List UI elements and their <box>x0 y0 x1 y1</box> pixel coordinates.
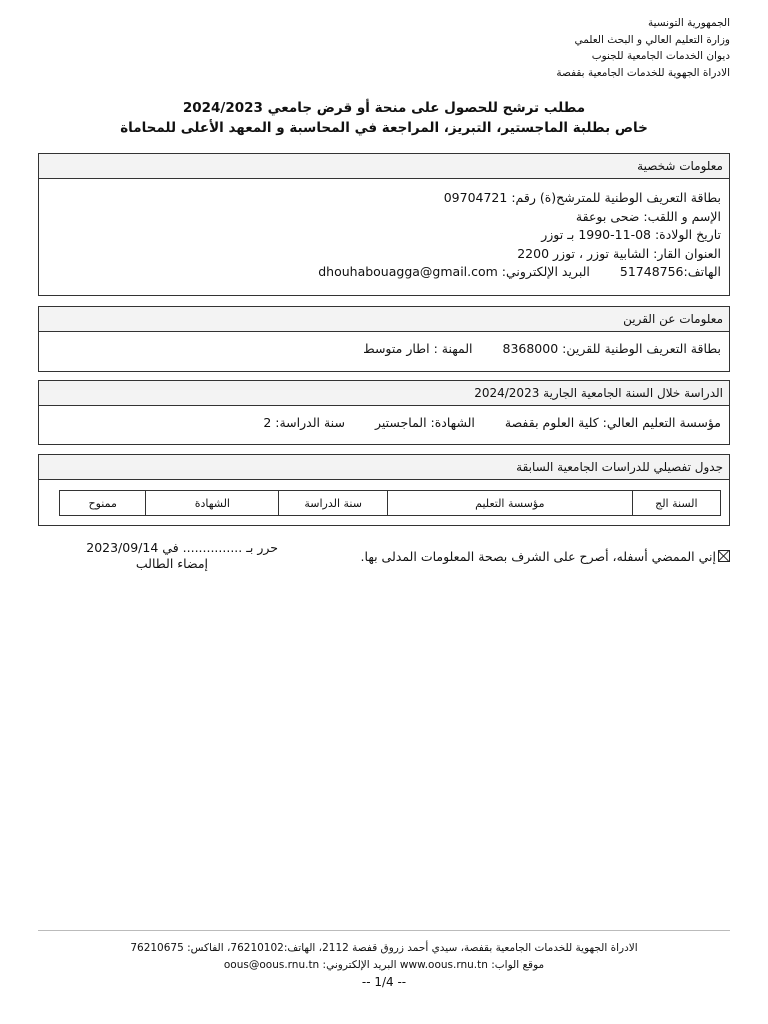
page-number: -- 1/4 -- <box>361 975 407 989</box>
col-institution: مؤسسة التعليم <box>387 491 632 516</box>
study-institution: مؤسسة التعليم العالي: كلية العلوم بقفصة <box>504 415 721 430</box>
study-history-table <box>59 490 721 516</box>
candidate-address-line: العنوان القار: الشابية توزر ، توزر 2200 <box>517 245 721 261</box>
table-header-row <box>60 491 721 516</box>
current-study-section <box>38 380 730 445</box>
document-subtitle: خاص بطلبة الماجستير، التبريز، المراجعة في المحاسبة و المعهد الأعلى للمحاماة <box>120 120 648 136</box>
col-granted: ممنوح <box>60 491 146 516</box>
personal-info-body <box>39 179 729 286</box>
spouse-job: المهنة : اطار متوسط <box>363 341 473 356</box>
study-year: سنة الدراسة: 2 <box>263 415 345 430</box>
written-at-label: حرر بـ ............... في <box>162 540 278 555</box>
candidate-id-line: بطاقة التعريف الوطنية للمترشح(ة) رقم: 09704721 <box>443 190 721 205</box>
document-title-block <box>38 98 730 138</box>
study-history-section <box>38 454 730 526</box>
signature-block <box>58 540 278 572</box>
spouse-info-body <box>39 332 729 363</box>
letterhead <box>330 15 730 81</box>
spouse-id: بطاقة التعريف الوطنية للقرين: 8368000 <box>502 341 721 356</box>
footer-web: موقع الواب: www.oous.rnu.tn البريد الإلكتروني: oous@oous.rnu.tn <box>223 959 545 971</box>
personal-info-heading: معلومات شخصية <box>39 154 729 179</box>
signature-date: 2023/09/14 <box>86 540 159 555</box>
letterhead-ministry: وزارة التعليم العالي و البحث العلمي <box>574 33 730 46</box>
document-title: مطلب ترشح للحصول على منحة أو قرض جامعي 2024/2023 <box>182 100 586 116</box>
spouse-line <box>47 340 721 359</box>
candidate-phone: الهاتف:51748756 <box>619 264 721 279</box>
footer-divider <box>38 930 730 931</box>
candidate-email: البريد الإلكتروني: dhouhabouagga@gmail.com <box>318 264 590 279</box>
student-signature-label: إمضاء الطالب <box>135 556 208 571</box>
page-footer <box>38 940 730 991</box>
letterhead-country: الجمهورية التونسية <box>648 17 730 29</box>
pledge-checkbox-checked-icon[interactable] <box>718 550 730 562</box>
candidate-contact-line <box>47 263 721 282</box>
spouse-info-heading: معلومات عن القرين <box>39 307 729 332</box>
study-degree: الشهادة: الماجستير <box>374 415 475 430</box>
study-history-heading: جدول تفصيلي للدراسات الجامعية السابقة <box>39 455 729 480</box>
personal-info-section <box>38 153 730 296</box>
pledge-text: إني الممضي أسفله، أصرح على الشرف بصحة المعلومات المدلى بها. <box>360 549 716 564</box>
col-academic-year: السنة الج <box>632 491 720 516</box>
current-study-body <box>39 406 729 437</box>
letterhead-regional-office: الادراة الجهوية للخدمات الجامعية بقفصة <box>556 66 730 79</box>
spouse-info-section <box>38 306 730 372</box>
candidate-name-line: الإسم و اللقب: ضحى بوعقة <box>575 208 721 224</box>
honor-pledge <box>361 549 730 564</box>
letterhead-office: ديوان الخدمات الجامعية للجنوب <box>591 50 730 62</box>
current-study-heading: الدراسة خلال السنة الجامعية الجارية 2024/2023 <box>39 381 729 406</box>
footer-address: الادراة الجهوية للخدمات الجامعية بقفصة، سيدي أحمد زروق قفصة 2112، الهاتف:76210102، الفاكس: 76210675 <box>130 942 638 954</box>
candidate-birth-line: تاريخ الولادة: 08-11-1990 بـ توزر <box>541 227 721 242</box>
current-study-line <box>47 414 721 433</box>
col-degree: الشهادة <box>146 491 279 516</box>
signature-place-date <box>58 540 278 556</box>
col-study-year: سنة الدراسة <box>279 491 388 516</box>
